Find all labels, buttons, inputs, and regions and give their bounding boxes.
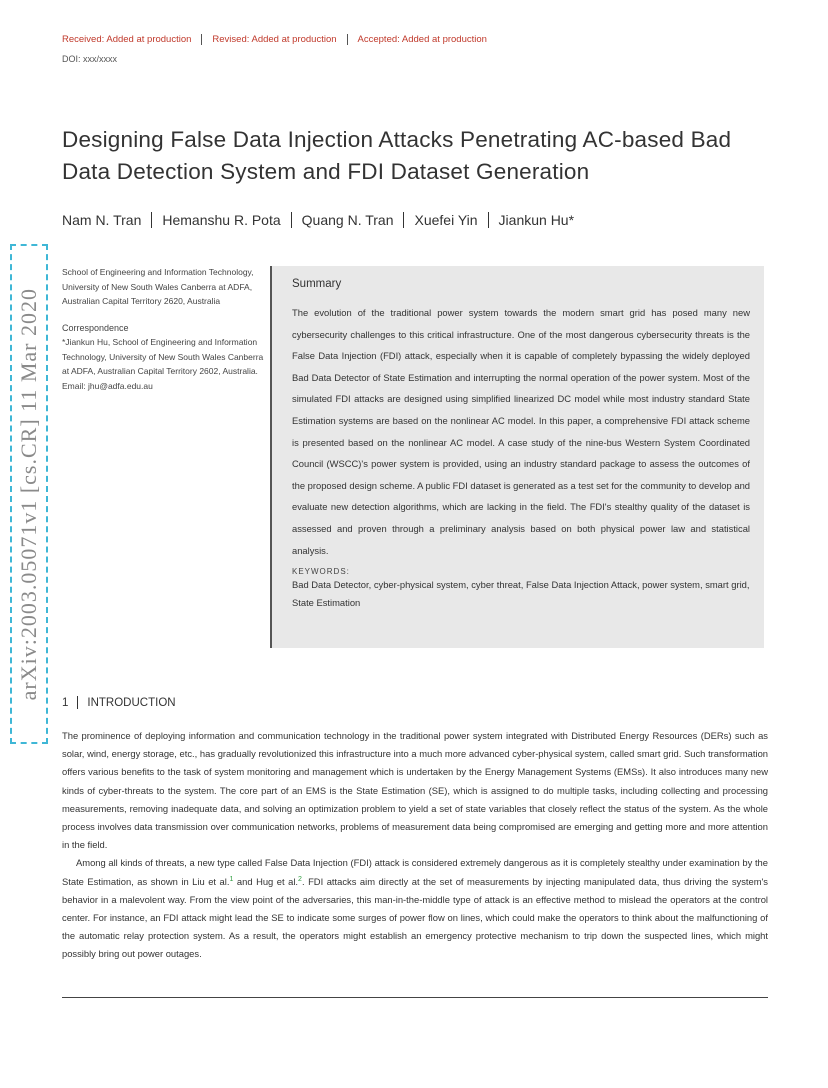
arxiv-identifier: arXiv:2003.05071v1 [cs.CR] 11 Mar 2020 (16, 287, 41, 701)
author: Xuefei Yin (403, 212, 487, 228)
received-date: Received: Added at production (62, 34, 192, 45)
section-title: INTRODUCTION (87, 696, 176, 709)
section-divider (77, 696, 78, 709)
keywords: Bad Data Detector, cyber-physical system, cyber threat, False Data Injection Attack, power system, smart grid, State Estimation (292, 579, 750, 609)
affiliation: School of Engineering and Information Technology, University of New South Wales Canberra at ADFA, Australian Capital Territory 2620, Australia (62, 267, 254, 306)
correspondence: *Jiankun Hu, School of Engineering and Information Technology, University of New South Wales Canberra at ADFA, Australian Capital Territory 2602, Australia. Email: jhu@adfa.edu.au (62, 337, 264, 391)
paragraph-text: . FDI attacks aim directly at the set of measurements by injecting manipulated data, thus driving the system's behavior in a malevolent way. From the view point of the adversaries, this man-in-the-middle type of attack is an effective method to mislead the operators at the control center. For instance, an FDI attack might lead the SE to indicate some surges of power flow on lines, which could make the operators to think about the malfunctioning of the automatic relay protection system. As a result, the operators might establish an emergency protective mechanism to trip down the suspected lines, which might possibly bring out power outages. (62, 875, 768, 960)
article-dates (62, 34, 497, 45)
citation-link[interactable]: 1 (229, 875, 234, 883)
keywords-heading: KEYWORDS: (292, 567, 350, 577)
summary-text: The evolution of the traditional power system towards the modern smart grid has posed many new cybersecurity challenges to this critical infrastructure. One of the most dangerous cybersecurity threats is the False Data Injection (FDI) attack, especially when it is capable of completely bypassing the widely deployed Bad Data Detector of State Estimation and interrupting the normal operation of the power system. Most of the simulated FDI attacks are designed using simplified linearized DC model while most industry standard State Estimation systems are based on the nonlinear AC model. In this paper, a comprehensive FDI attack scheme is presented based on the nonlinear AC model. A case study of the nine-bus Western System Coordinated Council (WSCC)'s power system is provided, using an industry standard package to assess the outcomes of the proposed design scheme. A public FDI dataset is generated as a test set for the community to develop and evaluate new detection algorithms, which are lacking in the field. The FDI's stealthy quality of the dataset is assessed and proven through a preliminary analysis based on both physical power law and statistical analysis. (292, 307, 750, 556)
summary-box (270, 266, 764, 648)
footer-rule (62, 997, 768, 998)
paragraph: The prominence of deploying information and communication technology in the traditional power system integrated with Distributed Energy Resources (DERs) such as solar, wind, energy storage, etc., has gradually revolutionized this infrastructure into a much more advanced cyber-physical system, called smart grid. Such transformation offers various benefits to the task of system monitoring and management which is undertaken by the Energy Management Systems (EMSs). It also introduces many new kinds of cyber-threats to the system. The core part of an EMS is the State Estimation (SE), which is assigned to do multiple tasks, including collecting and processing measurements, removing inadequate data, and solving an optimization problem to yield a set of state variables that closely reflect the status of the system. As the whole process involves data transmission over communication networks, problems of measurement data being compromised are emerging and getting more and more attention in the field. (62, 730, 768, 851)
affiliation-block (62, 265, 267, 393)
section-number: 1 (62, 696, 69, 709)
arxiv-stamp (10, 244, 48, 744)
author: Quang N. Tran (291, 212, 404, 228)
correspondence-heading: Correspondence (62, 322, 129, 333)
accepted-date: Accepted: Added at production (347, 34, 497, 45)
paragraph-text: Among all kinds of threats, a new type called False Data Injection (FDI) attack is considered extremely dangerous as it is completely stealthy under examination by the State Estimation, as shown in Liu et al. (62, 857, 768, 887)
summary-heading: Summary (292, 278, 342, 290)
doi: DOI: xxx/xxxx (62, 54, 118, 64)
author: Hemanshu R. Pota (151, 212, 290, 228)
author: Nam N. Tran (62, 212, 142, 228)
paper-title: Designing False Data Injection Attacks Penetrating AC-based Bad Data Detection System and FDI Dataset Generation (62, 127, 732, 184)
body-text (62, 727, 768, 964)
paragraph-text: and Hug et al. (233, 875, 299, 887)
revised-date: Revised: Added at production (201, 34, 346, 45)
section-heading (62, 696, 176, 709)
author: Jiankun Hu* (488, 212, 585, 228)
author-list (62, 212, 584, 228)
paragraph (62, 854, 768, 963)
citation-link[interactable]: 2 (298, 875, 302, 883)
